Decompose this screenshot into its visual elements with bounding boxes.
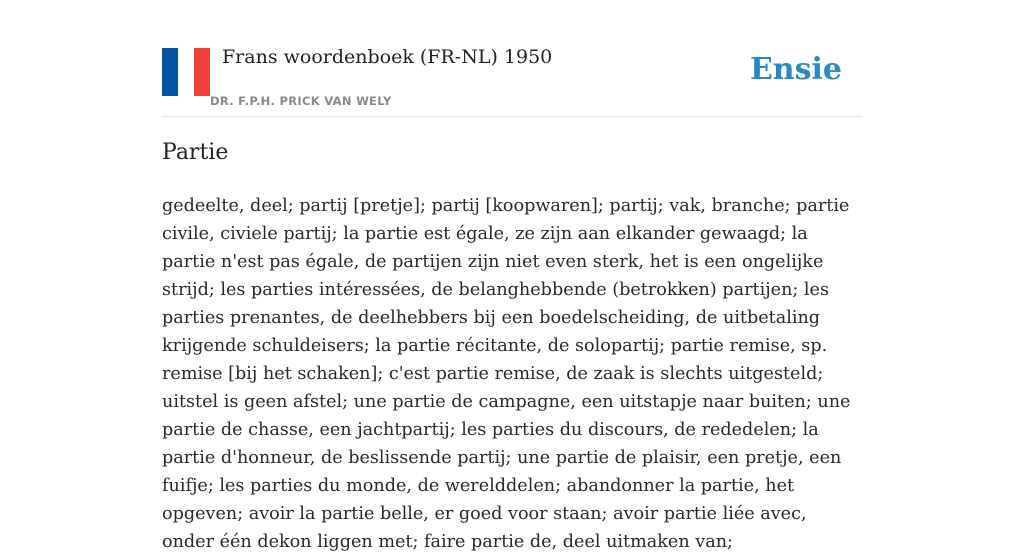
dictionary-title[interactable]: Frans woordenboek (FR-NL) 1950 bbox=[222, 46, 553, 68]
entry-title: Partie bbox=[162, 140, 229, 165]
brand-logo[interactable]: Ensie bbox=[749, 52, 842, 87]
flag-stripe-blue bbox=[162, 48, 178, 96]
dictionary-header bbox=[162, 44, 862, 117]
france-flag-icon bbox=[162, 48, 210, 96]
flag-stripe-white bbox=[178, 48, 194, 96]
flag-stripe-red bbox=[194, 48, 210, 96]
dictionary-author[interactable]: DR. F.P.H. PRICK VAN WELY bbox=[210, 94, 392, 108]
entry-definition: gedeelte, deel; partij [pretje]; partij [koopwaren]; partij; vak, branche; partie civile, civiele partij; la partie est égale, ze zijn aan elkander gewaagd; la partie n'est pas égale, de partijen zijn niet even sterk, het is een ongelijke strijd; les parties intéressées, de belanghebbende (betrokken) partijen; les parties prenantes, de deelhebbers bij een boedelscheiding, de uitbetaling krijgende schuldeisers; la partie récitante, de solopartij; partie remise, sp. remise [bij het schaken]; c'est partie remise, de zaak is slechts uitgesteld; uitstel is geen afstel; une partie de campagne, een uitstapje naar buiten; une partie de chasse, een jachtpartij; les parties du discours, de rededelen; la partie d'honneur, de beslissende partij; une partie de plaisir, een pretje, een fuifje; les parties du monde, de werelddelen; abandonner la partie, het opgeven; avoir la partie belle, er goed voor staan; avoir partie liée avec, onder één dekon liggen met; faire partie de, deel uitmaken van; bbox=[162, 196, 851, 552]
